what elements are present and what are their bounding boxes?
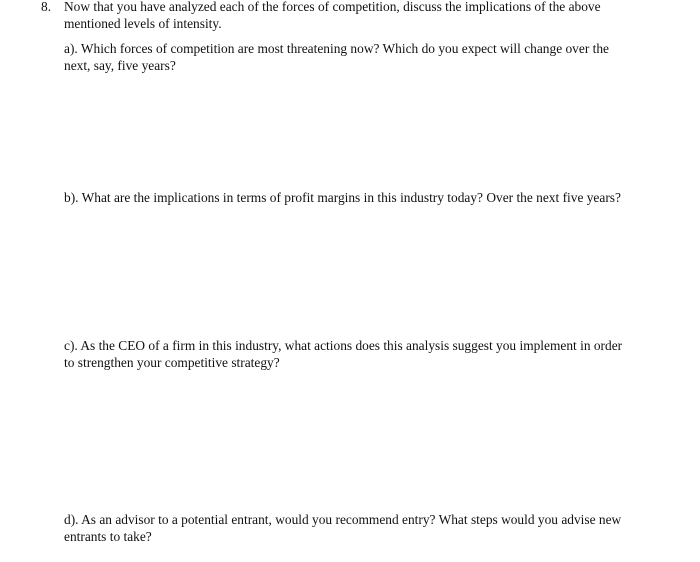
question-text: Now that you have analyzed each of the forces of competition, discuss the implications of the above mentioned levels of intensity. — [64, 0, 601, 31]
subquestion-b: b). What are the implications in terms of profit margins in this industry today? Over the next five years? — [64, 190, 621, 205]
subquestion-d: d). As an advisor to a potential entrant, would you recommend entry? What steps would you advise new entrants to take? — [64, 512, 622, 544]
question-number: 8. — [41, 0, 52, 14]
subquestion-a: a). Which forces of competition are most threatening now? Which do you expect will change over the next, say, five years? — [64, 41, 609, 73]
subquestion-c: c). As the CEO of a firm in this industry, what actions does this analysis suggest you implement in order to strengthen your competitive strategy? — [64, 338, 623, 370]
